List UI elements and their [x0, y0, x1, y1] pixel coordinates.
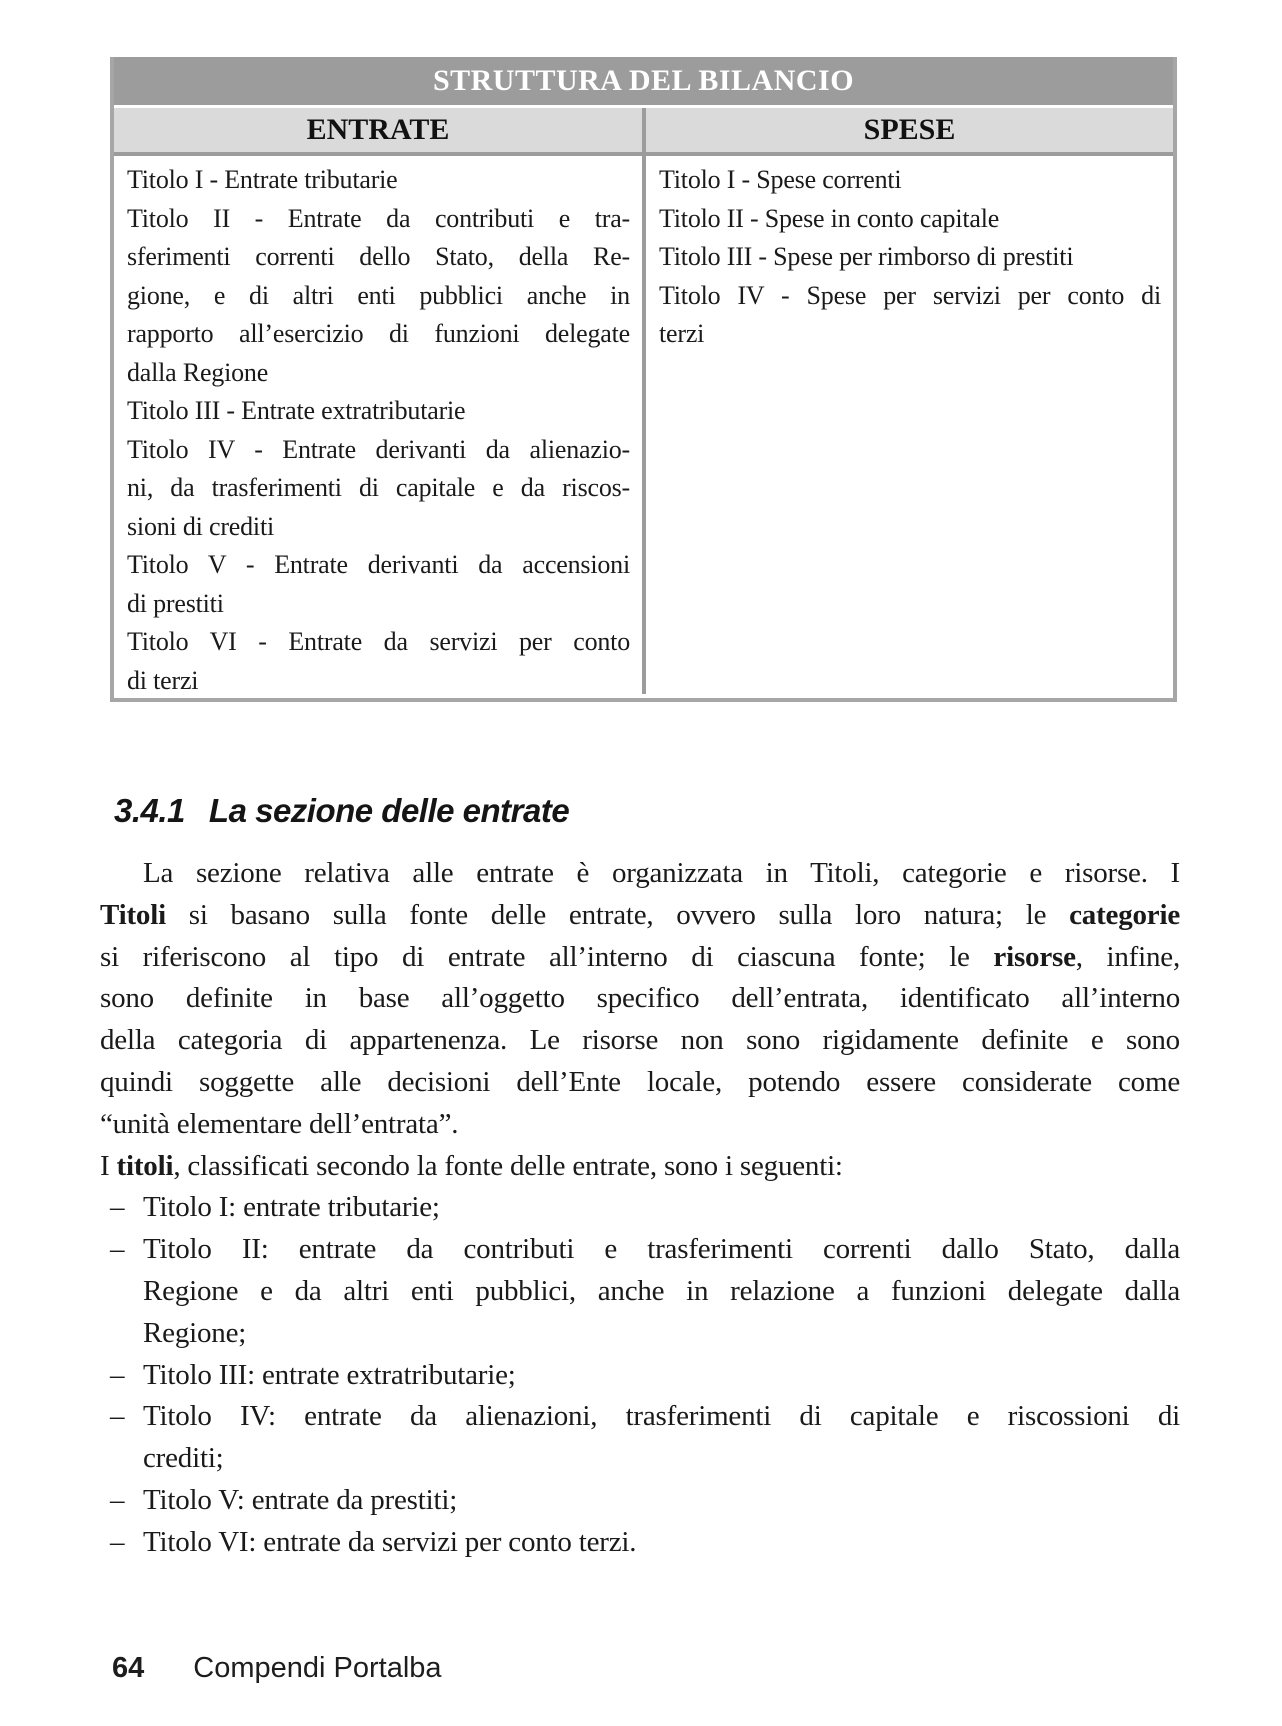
- list-dash: –: [110, 1358, 125, 1391]
- text-line: – Titolo VI: entrate da servizi per conto terzi.: [100, 1522, 1180, 1564]
- text-line: – Titolo I: entrate tributarie;: [100, 1187, 1180, 1229]
- book-title: Compendi Portalba: [193, 1652, 442, 1684]
- text-line: crediti;: [143, 1442, 224, 1475]
- text-line: – Titolo V: entrate da prestiti;: [100, 1480, 1180, 1522]
- table-title: STRUTTURA DEL BILANCIO: [114, 57, 1173, 105]
- text-line: Titolo VI - Entrate da servizi per conto: [127, 627, 630, 656]
- text-line: La sezione relativa alle entrate è organizzata in Titoli, categorie e risorse. I: [143, 857, 1180, 889]
- text-line: – Titolo IV: entrate da alienazioni, trasferimenti di capitale e riscossioni di: [100, 1396, 1180, 1438]
- text-line: della categoria di appartenenza. Le risorse non sono rigidamente definite e sono: [100, 1024, 1180, 1057]
- text-line: sono definite in base all’oggetto specifico dell’entrata, identificato all’interno: [100, 982, 1180, 1015]
- text-line: ni, da trasferimenti di capitale e da riscos-: [127, 473, 630, 502]
- text-line: Titolo V - Entrate derivanti da accensioni: [127, 550, 630, 579]
- spese-cell: [646, 156, 1173, 694]
- text-line: Regione e da altri enti pubblici, anche in relazione a funzioni delegate dalla: [143, 1274, 1180, 1307]
- text-line: Titolo I - Spese correnti: [659, 165, 902, 194]
- list-dash: –: [110, 1233, 125, 1266]
- entrate-cell: [114, 156, 642, 694]
- text-line: Titolo I - Entrate tributarie: [127, 165, 398, 194]
- text-line: “unità elementare dell’entrata”.: [100, 1107, 459, 1140]
- text-line: – Titolo III: entrate extratributarie;: [100, 1355, 1180, 1397]
- text-line: sioni di crediti: [127, 511, 274, 541]
- text-line: Regione;: [143, 1316, 247, 1349]
- spese-column-header: SPESE: [863, 113, 956, 146]
- page-footer: [112, 1652, 442, 1685]
- budget-structure-table: [110, 57, 1177, 702]
- section-title: La sezione delle entrate: [208, 792, 570, 829]
- text-line: Titolo III - Entrate extratributarie: [127, 396, 466, 425]
- text-line: Titolo IV - Entrate derivanti da alienazio-: [127, 434, 630, 464]
- text-line: sferimenti correnti dello Stato, della Re-: [127, 242, 630, 271]
- page-number: 64: [112, 1652, 145, 1684]
- text-line: I titoli, classificati secondo la fonte delle entrate, sono i seguenti:: [100, 1149, 843, 1182]
- text-line: si riferiscono al tipo di entrate all’interno di ciascuna fonte; le risorse, infine,: [100, 940, 1181, 973]
- text-line: Titolo II - Entrate da contributi e tra-: [127, 203, 630, 233]
- table-body: [114, 156, 1173, 694]
- text-line: di terzi: [127, 665, 199, 695]
- text-line: gione, e di altri enti pubblici anche in: [127, 280, 630, 310]
- text-line: Titolo III - Spese per rimborso di prestiti: [659, 242, 1074, 271]
- text-line: rapporto all’esercizio di funzioni delegate: [127, 319, 630, 348]
- entrate-column-header: ENTRATE: [306, 113, 450, 146]
- section-number: 3.4.1: [114, 792, 185, 829]
- text-line: terzi: [659, 319, 705, 348]
- text-line: di prestiti: [127, 588, 224, 618]
- text-line: quindi soggette alle decisioni dell’Ente locale, potendo essere considerate come: [100, 1065, 1180, 1098]
- text-line: Titoli si basano sulla fonte delle entrate, ovvero sulla loro natura; le categorie: [100, 898, 1180, 931]
- text-line: dalla Regione: [127, 357, 269, 387]
- section-heading: [114, 792, 569, 830]
- list-dash: –: [110, 1525, 125, 1558]
- text-line: – Titolo II: entrate da contributi e trasferimenti correnti dallo Stato, dalla: [100, 1229, 1180, 1271]
- table-column-headers: [114, 108, 1173, 152]
- body-text: [100, 853, 1180, 1564]
- list-dash: –: [110, 1191, 125, 1224]
- text-line: Titolo IV - Spese per servizi per conto di: [659, 280, 1161, 310]
- list-dash: –: [110, 1400, 125, 1433]
- text-line: Titolo II - Spese in conto capitale: [659, 203, 1000, 233]
- list-dash: –: [110, 1483, 125, 1516]
